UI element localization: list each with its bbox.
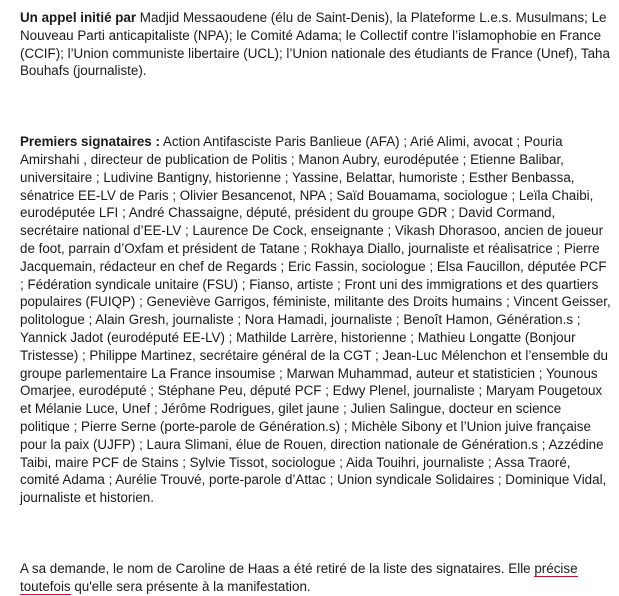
precise-toutefois-link[interactable]: précise toutefois <box>20 560 578 594</box>
call-text: Madjid Messaoudene (élu de Saint-Denis), la Plateforme L.e.s. Musulmans; Le Nouveau Parti anticapitaliste (NPA); le Comité Adama; le Collectif contre l’islamophobie en France (CCIF); l’Union communiste libertaire (UCL); l’Union nationale des étudiants de France (Unef), Taha Bouhafs (journaliste). <box>20 10 610 79</box>
note-paragraph <box>20 560 613 596</box>
article-body <box>20 9 613 596</box>
note-text-after: qu'elle sera présente à la manifestation. <box>70 578 311 594</box>
signatories-paragraph <box>20 133 613 507</box>
call-paragraph <box>20 9 613 80</box>
signatories-lead: Premiers signataires : <box>20 134 160 150</box>
signatories-text: Action Antifasciste Paris Banlieue (AFA) ; Arié Alimi, avocat ; Pouria Amirshahi , directeur de publication de Politis ; Manon Aubry, eurodéputée ; Etienne Balibar, universitaire ; Ludivine Bantigny, historienne ; Yassine, Belattar, humoriste ; Esther Benbassa, sénatrice EE-LV de Paris ; Olivier Besancenot, NPA ; Saïd Bouamama, sociologue ; Leïla Chaibi, eurodéputée LFI ; André Chassaigne, député, président du groupe GDR ; David Cormand, secrétaire national d’EE-LV ; Laurence De Cock, enseignante ; Vikash Dhorasoo, ancien de joueur de foot, parrain d’Oxfam et président de Tatane ; Rokhaya Diallo, journaliste et réalisatrice ; Pierre Jacquemain, rédacteur en chef de Regards ; Eric Fassin, sociologue ; Elsa Faucillon, députée PCF ; Fédération syndicale unitaire (FSU) ; Fianso, artiste ; Front uni des immigrations et des quartiers populaires (FUIQP) ; Geneviève Garrigos, féministe, militante des Droits humains ; Vincent Geisser, politologue ; Alain Gresh, journaliste ; Nora Hamadi, journaliste ; Benoît Hamon, Génération.s ; Yannick Jadot (eurodéputé EE-LV) ; Mathilde Larrère, historienne ; Mathieu Longatte (Bonjour Tristesse) ; Philippe Martinez, secrétaire général de la CGT ; Jean-Luc Mélenchon et l’ensemble du groupe parlementaire La France insoumise ; Marwan Muhammad, auteur et statisticien ; Younous Omarjee, eurodéputé ; Stéphane Peu, député PCF ; Edwy Plenel, journaliste ; Maryam Pougetoux et Mélanie Luce, Unef ; Jérôme Rodrigues, gilet jaune ; Julien Salingue, docteur en science politique ; Pierre Serne (porte-parole de Génération.s) ; Michèle Sibony et l’Union juive française pour la paix (UJFP) ; Laura Slimani, élue de Rouen, direction nationale de Génération.s ; Azzédine Taibi, maire PCF de Stains ; Sylvie Tissot, sociologue ; Aida Touihri, journaliste ; Assa Traoré, comité Adama ; Aurélie Trouvé, porte-parole d’Attac ; Union syndicale Solidaires ; Dominique Vidal, journaliste et historien. <box>20 134 611 506</box>
note-text-before: A sa demande, le nom de Caroline de Haas a été retiré de la liste des signataires. Elle <box>20 560 535 576</box>
call-lead: Un appel initié par <box>20 10 137 25</box>
